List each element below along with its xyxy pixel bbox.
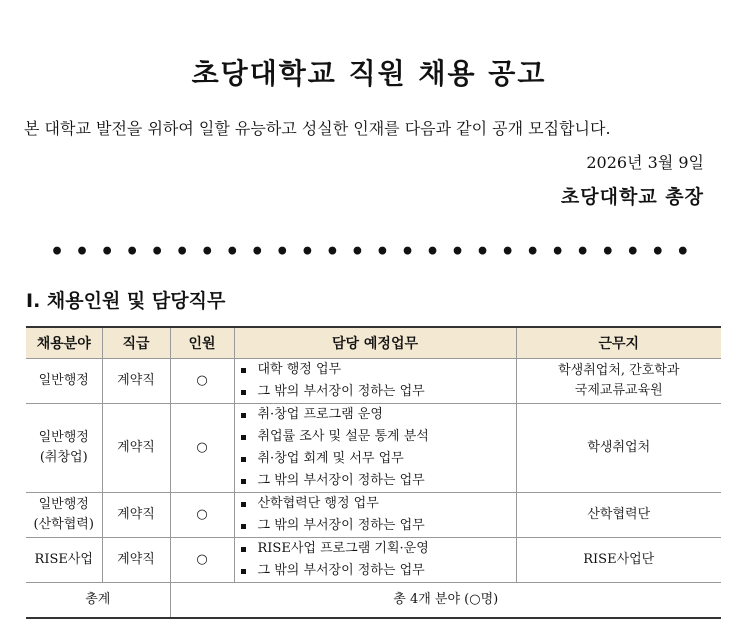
duty-item	[241, 426, 516, 448]
location-line: RISE사업단	[583, 552, 655, 567]
divider-dot: •	[475, 239, 490, 265]
duty-item	[241, 381, 516, 403]
header-field: 채용분야	[26, 327, 102, 359]
row-rank: 계약직	[102, 359, 170, 404]
notice-title: 초당대학교 직원 채용 공고	[191, 57, 547, 90]
divider-dot: •	[300, 239, 315, 265]
dot-divider	[50, 232, 690, 272]
divider-dot: •	[425, 239, 440, 265]
bullet-icon	[241, 547, 246, 552]
header-count: 인원	[170, 327, 234, 359]
bullet-icon	[241, 479, 246, 484]
location-line: 학생취업처	[587, 440, 651, 455]
divider-dot: •	[675, 239, 690, 265]
field-line: 일반행정	[38, 497, 89, 512]
location-line: 국제교류교육원	[574, 383, 663, 398]
divider-dot: •	[225, 239, 240, 265]
row-location	[516, 359, 721, 404]
divider-dot: •	[450, 239, 465, 265]
row-rank: 계약직	[102, 404, 170, 493]
divider-dot: •	[150, 239, 165, 265]
table-row	[26, 359, 721, 404]
divider-dot: •	[600, 239, 615, 265]
row-duties	[234, 359, 516, 404]
divider-dot: •	[50, 239, 65, 265]
field-line: 일반행정	[38, 373, 89, 388]
field-line: (산학협력)	[33, 517, 94, 532]
divider-dot: •	[650, 239, 665, 265]
duty-text: 취업률 조사 및 설문 통계 분석	[257, 429, 429, 444]
table-header-row	[26, 327, 721, 359]
duty-item	[241, 359, 516, 381]
bullet-icon	[241, 435, 246, 440]
row-field	[26, 359, 102, 404]
row-rank: 계약직	[102, 493, 170, 538]
divider-dot: •	[275, 239, 290, 265]
duty-text: RISE사업 프로그램 기획·운영	[257, 541, 429, 556]
duty-text: 그 밖의 부서장이 정하는 업무	[257, 473, 425, 488]
bullet-icon	[241, 413, 246, 418]
duty-text: 취·창업 프로그램 운영	[257, 407, 383, 422]
divider-dot: •	[75, 239, 90, 265]
duty-item	[241, 493, 516, 515]
divider-dot: •	[125, 239, 140, 265]
row-duties	[234, 493, 516, 538]
divider-dot: •	[575, 239, 590, 265]
duty-item	[241, 404, 516, 426]
duty-item	[241, 470, 516, 492]
divider-dot: •	[525, 239, 540, 265]
divider-dot: •	[250, 239, 265, 265]
duty-item	[241, 515, 516, 537]
table-row	[26, 493, 721, 538]
divider-dot: •	[550, 239, 565, 265]
header-location: 근무지	[516, 327, 721, 359]
field-line: RISE사업	[34, 552, 93, 567]
divider-dot: •	[325, 239, 340, 265]
divider-dot: •	[350, 239, 365, 265]
duty-text: 산학협력단 행정 업무	[257, 496, 379, 511]
duty-text: 대학 행정 업무	[257, 362, 342, 377]
bullet-icon	[241, 368, 246, 373]
divider-dot: •	[175, 239, 190, 265]
location-line: 학생취업처, 간호학과	[558, 363, 680, 378]
row-count: ○	[170, 359, 234, 404]
row-field	[26, 538, 102, 583]
divider-dot: •	[200, 239, 215, 265]
bullet-icon	[241, 502, 246, 507]
row-count: ○	[170, 538, 234, 583]
row-count: ○	[170, 493, 234, 538]
header-duties: 담당 예정업무	[234, 327, 516, 359]
row-location	[516, 538, 721, 583]
bullet-icon	[241, 569, 246, 574]
total-label: 총계	[26, 583, 170, 619]
row-field	[26, 404, 102, 493]
row-rank: 계약직	[102, 538, 170, 583]
duty-text: 그 밖의 부서장이 정하는 업무	[257, 518, 425, 533]
bullet-icon	[241, 524, 246, 529]
location-line: 산학협력단	[587, 507, 651, 522]
row-duties	[234, 538, 516, 583]
field-line: (취창업)	[39, 450, 88, 465]
table-row	[26, 538, 721, 583]
notice-date: 2026년 3월 9일	[586, 153, 704, 172]
bullet-icon	[241, 457, 246, 462]
duty-item	[241, 538, 516, 560]
row-duties	[234, 404, 516, 493]
row-field	[26, 493, 102, 538]
total-row	[26, 583, 721, 619]
duty-text: 취·창업 회계 및 서무 업무	[257, 451, 404, 466]
intro-text: 본 대학교 발전을 위하여 일할 유능하고 성실한 인재를 다음과 같이 공개 모집합니다.	[24, 119, 611, 138]
duty-item	[241, 560, 516, 582]
divider-dot: •	[375, 239, 390, 265]
recruitment-table	[26, 326, 721, 619]
table-row	[26, 404, 721, 493]
divider-dot: •	[625, 239, 640, 265]
row-location	[516, 493, 721, 538]
field-line: 일반행정	[38, 430, 89, 445]
duty-item	[241, 448, 516, 470]
duty-text: 그 밖의 부서장이 정하는 업무	[257, 563, 425, 578]
divider-dot: •	[500, 239, 515, 265]
bullet-icon	[241, 390, 246, 395]
section-title: Ⅰ. 채용인원 및 담당직무	[26, 290, 226, 312]
total-value: 총 4개 분야 (○명)	[170, 583, 721, 619]
signer: 초당대학교 총장	[560, 186, 704, 208]
row-count: ○	[170, 404, 234, 493]
row-location	[516, 404, 721, 493]
divider-dot: •	[400, 239, 415, 265]
header-rank: 직급	[102, 327, 170, 359]
divider-dot: •	[100, 239, 115, 265]
duty-text: 그 밖의 부서장이 정하는 업무	[257, 384, 425, 399]
